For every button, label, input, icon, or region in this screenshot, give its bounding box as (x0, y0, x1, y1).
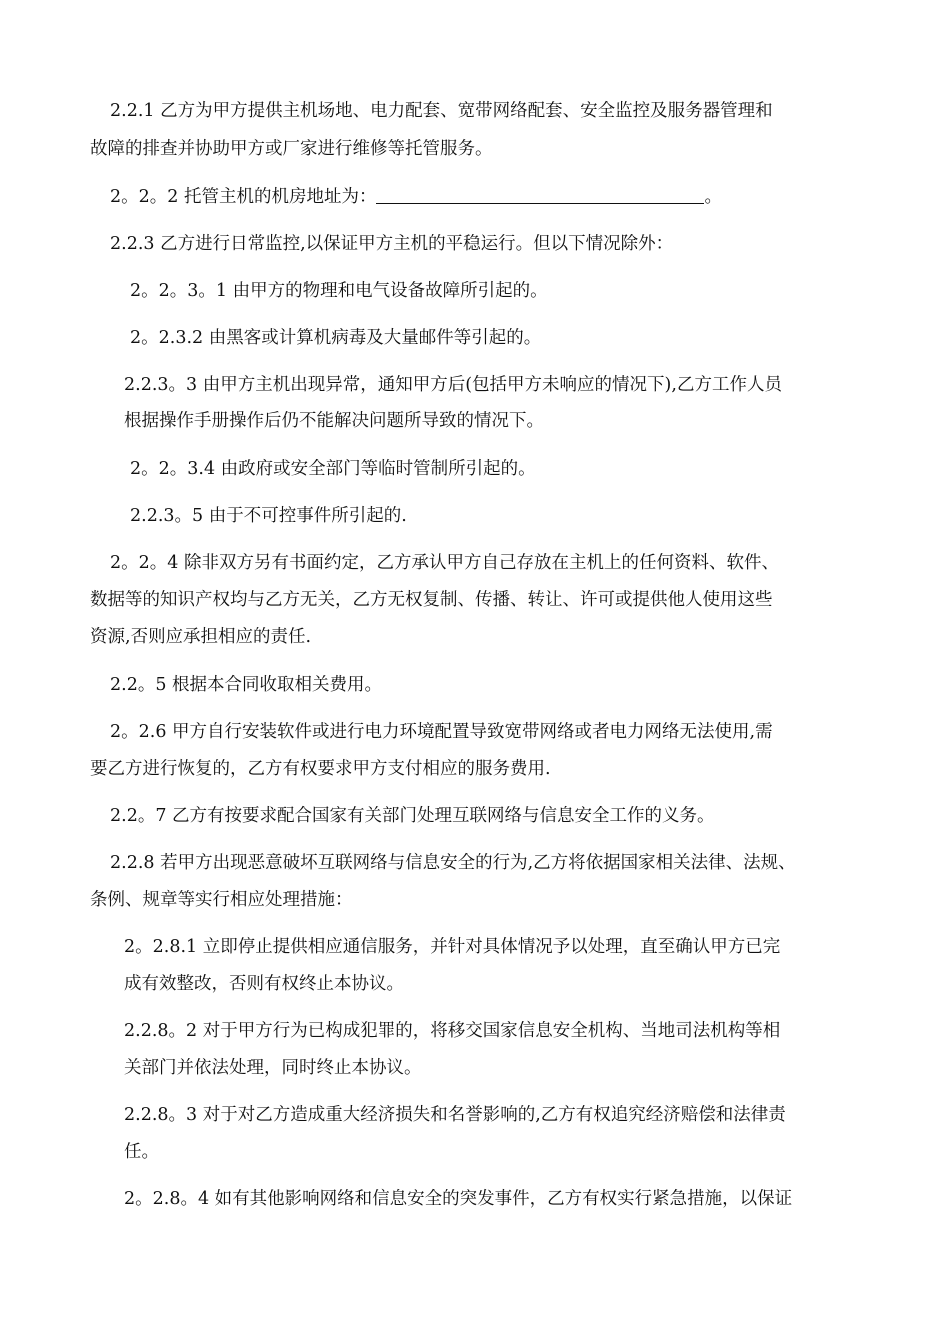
clause-2-2-4-line-1: 2。2。4 除非双方另有书面约定，乙方承认甲方自己存放在主机上的任何资料、软件、 (110, 553, 779, 573)
clause-2-2-8-line-1: 2.2.8 若甲方出现恶意破坏互联网络与信息安全的行为,乙方将依据国家相关法律、法规、 (110, 853, 796, 873)
clause-2-2-3-5: 2.2.3。5 由于不可控事件所引起的. (130, 506, 407, 526)
clause-2-2-3-4: 2。2。3.4 由政府或安全部门等临时管制所引起的。 (130, 459, 536, 479)
clause-2-2-2-end: 。 (704, 187, 722, 207)
clause-2-2-4-line-2: 数据等的知识产权均与乙方无关，乙方无权复制、传播、转让、许可或提供他人使用这些 (90, 590, 773, 610)
clause-2-2-6-line-1: 2。2.6 甲方自行安装软件或进行电力环境配置导致宽带网络或者电力网络无法使用,需 (110, 722, 773, 742)
clause-2-2-8-1-line-2: 成有效整改，否则有权终止本协议。 (124, 974, 404, 994)
clause-2-2-3: 2.2.3 乙方进行日常监控,以保证甲方主机的平稳运行。但以下情况除外： (110, 234, 674, 254)
clause-2-2-2 (110, 179, 722, 216)
clause-2-2-7: 2.2。7 乙方有按要求配合国家有关部门处理互联网络与信息安全工作的义务。 (110, 806, 715, 826)
clause-2-2-8-4-line-1: 2。2.8。4 如有其他影响网络和信息安全的突发事件，乙方有权实行紧急措施，以保证 (124, 1189, 793, 1209)
clause-2-2-8-2-line-2: 关部门并依法处理，同时终止本协议。 (124, 1058, 422, 1078)
address-blank-line (376, 181, 704, 204)
clause-2-2-2-label: 2。2。2 托管主机的机房地址为： (110, 187, 377, 207)
clause-2-2-8-1-line-1: 2。2.8.1 立即停止提供相应通信服务，并针对具体情况予以处理，直至确认甲方已完 (124, 937, 781, 957)
clause-2-2-1-line-2: 故障的排查并协助甲方或厂家进行维修等托管服务。 (90, 139, 493, 159)
clause-2-2-8-3-line-2: 任。 (124, 1142, 159, 1162)
clause-2-2-8-line-2: 条例、规章等实行相应处理措施： (90, 890, 353, 910)
clause-2-2-4-line-3: 资源,否则应承担相应的责任. (90, 627, 312, 647)
clause-2-2-3-1: 2。2。3。1 由甲方的物理和电气设备故障所引起的。 (130, 281, 548, 301)
clause-2-2-6-line-2: 要乙方进行恢复的，乙方有权要求甲方支付相应的服务费用. (90, 759, 551, 779)
clause-2-2-3-3-line-2: 根据操作手册操作后仍不能解决问题所导致的情况下。 (124, 411, 544, 431)
clause-2-2-3-2: 2。2.3.2 由黑客或计算机病毒及大量邮件等引起的。 (130, 328, 542, 348)
clause-2-2-8-3-line-1: 2.2.8。3 对于对乙方造成重大经济损失和名誉影响的,乙方有权追究经济赔偿和法律责 (124, 1105, 786, 1125)
clause-2-2-5: 2.2。5 根据本合同收取相关费用。 (110, 675, 383, 695)
clause-2-2-1-line-1: 2.2.1 乙方为甲方提供主机场地、电力配套、宽带网络配套、安全监控及服务器管理和 (110, 101, 773, 121)
clause-2-2-8-2-line-1: 2.2.8。2 对于甲方行为已构成犯罪的，将移交国家信息安全机构、当地司法机构等相 (124, 1021, 781, 1041)
clause-2-2-3-3-line-1: 2.2.3。3 由甲方主机出现异常，通知甲方后(包括甲方未响应的情况下),乙方工作人员 (124, 375, 782, 395)
